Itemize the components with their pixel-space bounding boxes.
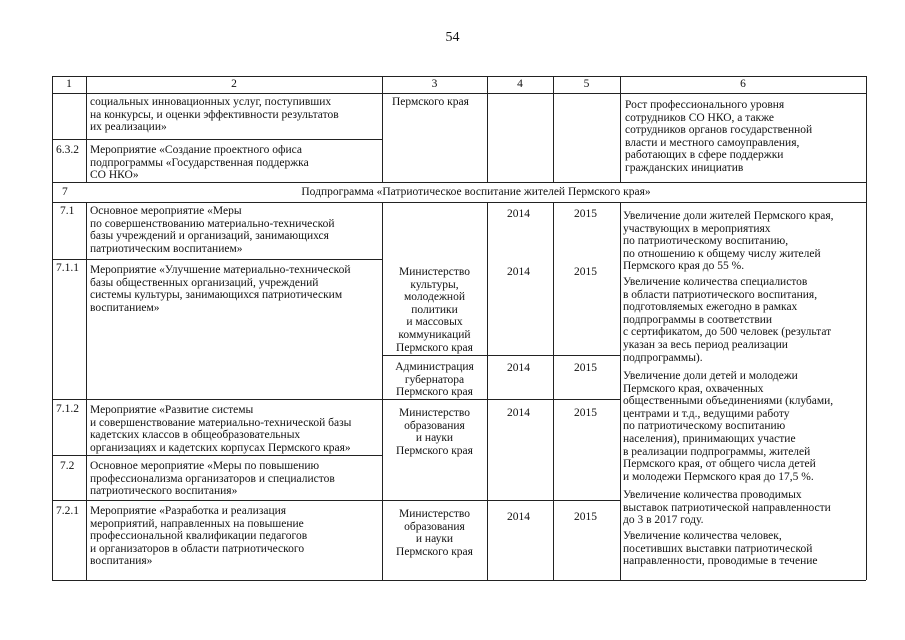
row-number: 7 (62, 186, 68, 198)
result-text: Увеличение доли детей и молодежи Пермского края, охваченных общественными объединениями (клубами, центрами и т.д., ведущими работу по патриотическому воспитанию населения), принимающих участие в реализации подпрограммы, жителей Пермского края, от общего числа детей и молодежи Пермского края до 17,5 %. (623, 370, 834, 483)
header-col-3: 3 (431, 78, 438, 90)
row-start-year: 2014 (507, 266, 530, 278)
row-end-year: 2015 (574, 362, 597, 374)
header-col-1: 1 (66, 78, 72, 90)
table-rule (866, 76, 867, 580)
row-number: 7.2.1 (56, 505, 79, 517)
result-text: Увеличение доли жителей Пермского края, участвующих в мероприятиях по патриотическому воспитанию, по отношению к общему числу жителей Пермского края до 55 %. (623, 210, 834, 273)
table-rule (52, 202, 866, 203)
table-rule (553, 202, 554, 580)
row-activity: Мероприятие «Создание проектного офиса подпрограммы «Государственная поддержка СО НКО» (90, 144, 309, 182)
table-rule (487, 202, 488, 580)
table-rule (52, 93, 866, 94)
row-executor: Администрация губернатора Пермского края (395, 361, 474, 399)
header-col-5: 5 (583, 78, 590, 90)
row-number: 6.3.2 (56, 144, 79, 156)
table-rule (52, 500, 620, 501)
row-executor: Министерство культуры, молодежной политики и массовых коммуникаций Пермского края (396, 266, 473, 354)
table-rule (86, 76, 87, 182)
table-rule (487, 76, 488, 182)
page-number: 54 (445, 30, 460, 45)
table-rule (52, 399, 620, 400)
row-end-year: 2015 (574, 208, 597, 220)
result-text: Увеличение количества специалистов в области патриотического воспитания, подготовляемых ежегодно в рамках подпрограммы в соответствии с сертификатом, до 500 человек (результат указан за весь период реализации подпрограммы). (623, 276, 832, 364)
row-start-year: 2014 (507, 407, 530, 419)
table-rule (86, 202, 87, 580)
row-start-year: 2014 (507, 362, 530, 374)
row-activity: Мероприятие «Разработка и реализация мероприятий, направленных на повышение профессиональной квалификации педагогов и организаторов в области патриотического воспитания» (90, 505, 308, 568)
row-executor: Министерство образования и науки Пермского края (396, 508, 473, 558)
row-number: 7.1.2 (56, 403, 79, 415)
row-start-year: 2014 (507, 208, 530, 220)
header-col-4: 4 (517, 78, 523, 90)
header-col-6: 6 (740, 78, 746, 90)
table-rule (52, 139, 382, 140)
row-end-year: 2015 (574, 511, 597, 523)
table-rule (620, 202, 621, 580)
cont-result: Рост профессионального уровня сотрудников СО НКО, а также сотрудников органов государственной власти и местного самоуправления, работающих в сфере поддержки гражданских инициатив (625, 99, 813, 174)
row-end-year: 2015 (574, 407, 597, 419)
header-col-2: 2 (231, 78, 237, 90)
result-text: Увеличение количества человек, посетивших выставки патриотической направленности, проводимые в течение (623, 530, 818, 568)
row-number: 7.2 (60, 460, 75, 472)
table-rule (553, 76, 554, 182)
result-text: Увеличение количества проводимых выставок патриотической направленности до 3 в 2017 году. (623, 489, 831, 527)
subprogram-title: Подпрограмма «Патриотическое воспитание жителей Пермского края» (301, 186, 651, 198)
cont-activity: социальных инновационных услуг, поступивших на конкурсы, и оценки эффективности результатов их реализации» (90, 96, 339, 134)
table-rule (52, 580, 866, 581)
table-rule (52, 455, 382, 456)
row-start-year: 2014 (507, 511, 530, 523)
table-rule (382, 76, 383, 182)
row-executor: Министерство образования и науки Пермского края (396, 407, 473, 457)
row-activity: Основное мероприятие «Меры по повышению профессионализма организаторов и специалистов патриотического воспитания» (90, 460, 335, 498)
row-activity: Мероприятие «Развитие системы и совершенствование материально-технической базы кадетских классов в общеобразовательных организациях и кадетских корпусах Пермского края» (90, 404, 352, 454)
row-number: 7.1.1 (56, 262, 79, 274)
row-activity: Основное мероприятие «Меры по совершенствованию материально-технической базы учреждений и организаций, занимающихся патриотическим воспитанием» (90, 205, 335, 255)
table-rule (52, 76, 866, 77)
table-rule (382, 355, 620, 356)
row-activity: Мероприятие «Улучшение материально-технической базы общественных организаций, учреждений системы культуры, занимающихся патриотическим воспитанием» (90, 264, 351, 314)
table-rule (52, 259, 382, 260)
row-number: 7.1 (60, 205, 75, 217)
table-rule (52, 182, 866, 183)
table-rule (52, 76, 53, 580)
table-rule (620, 76, 621, 182)
cont-executor: Пермского края (392, 96, 469, 108)
row-end-year: 2015 (574, 266, 597, 278)
